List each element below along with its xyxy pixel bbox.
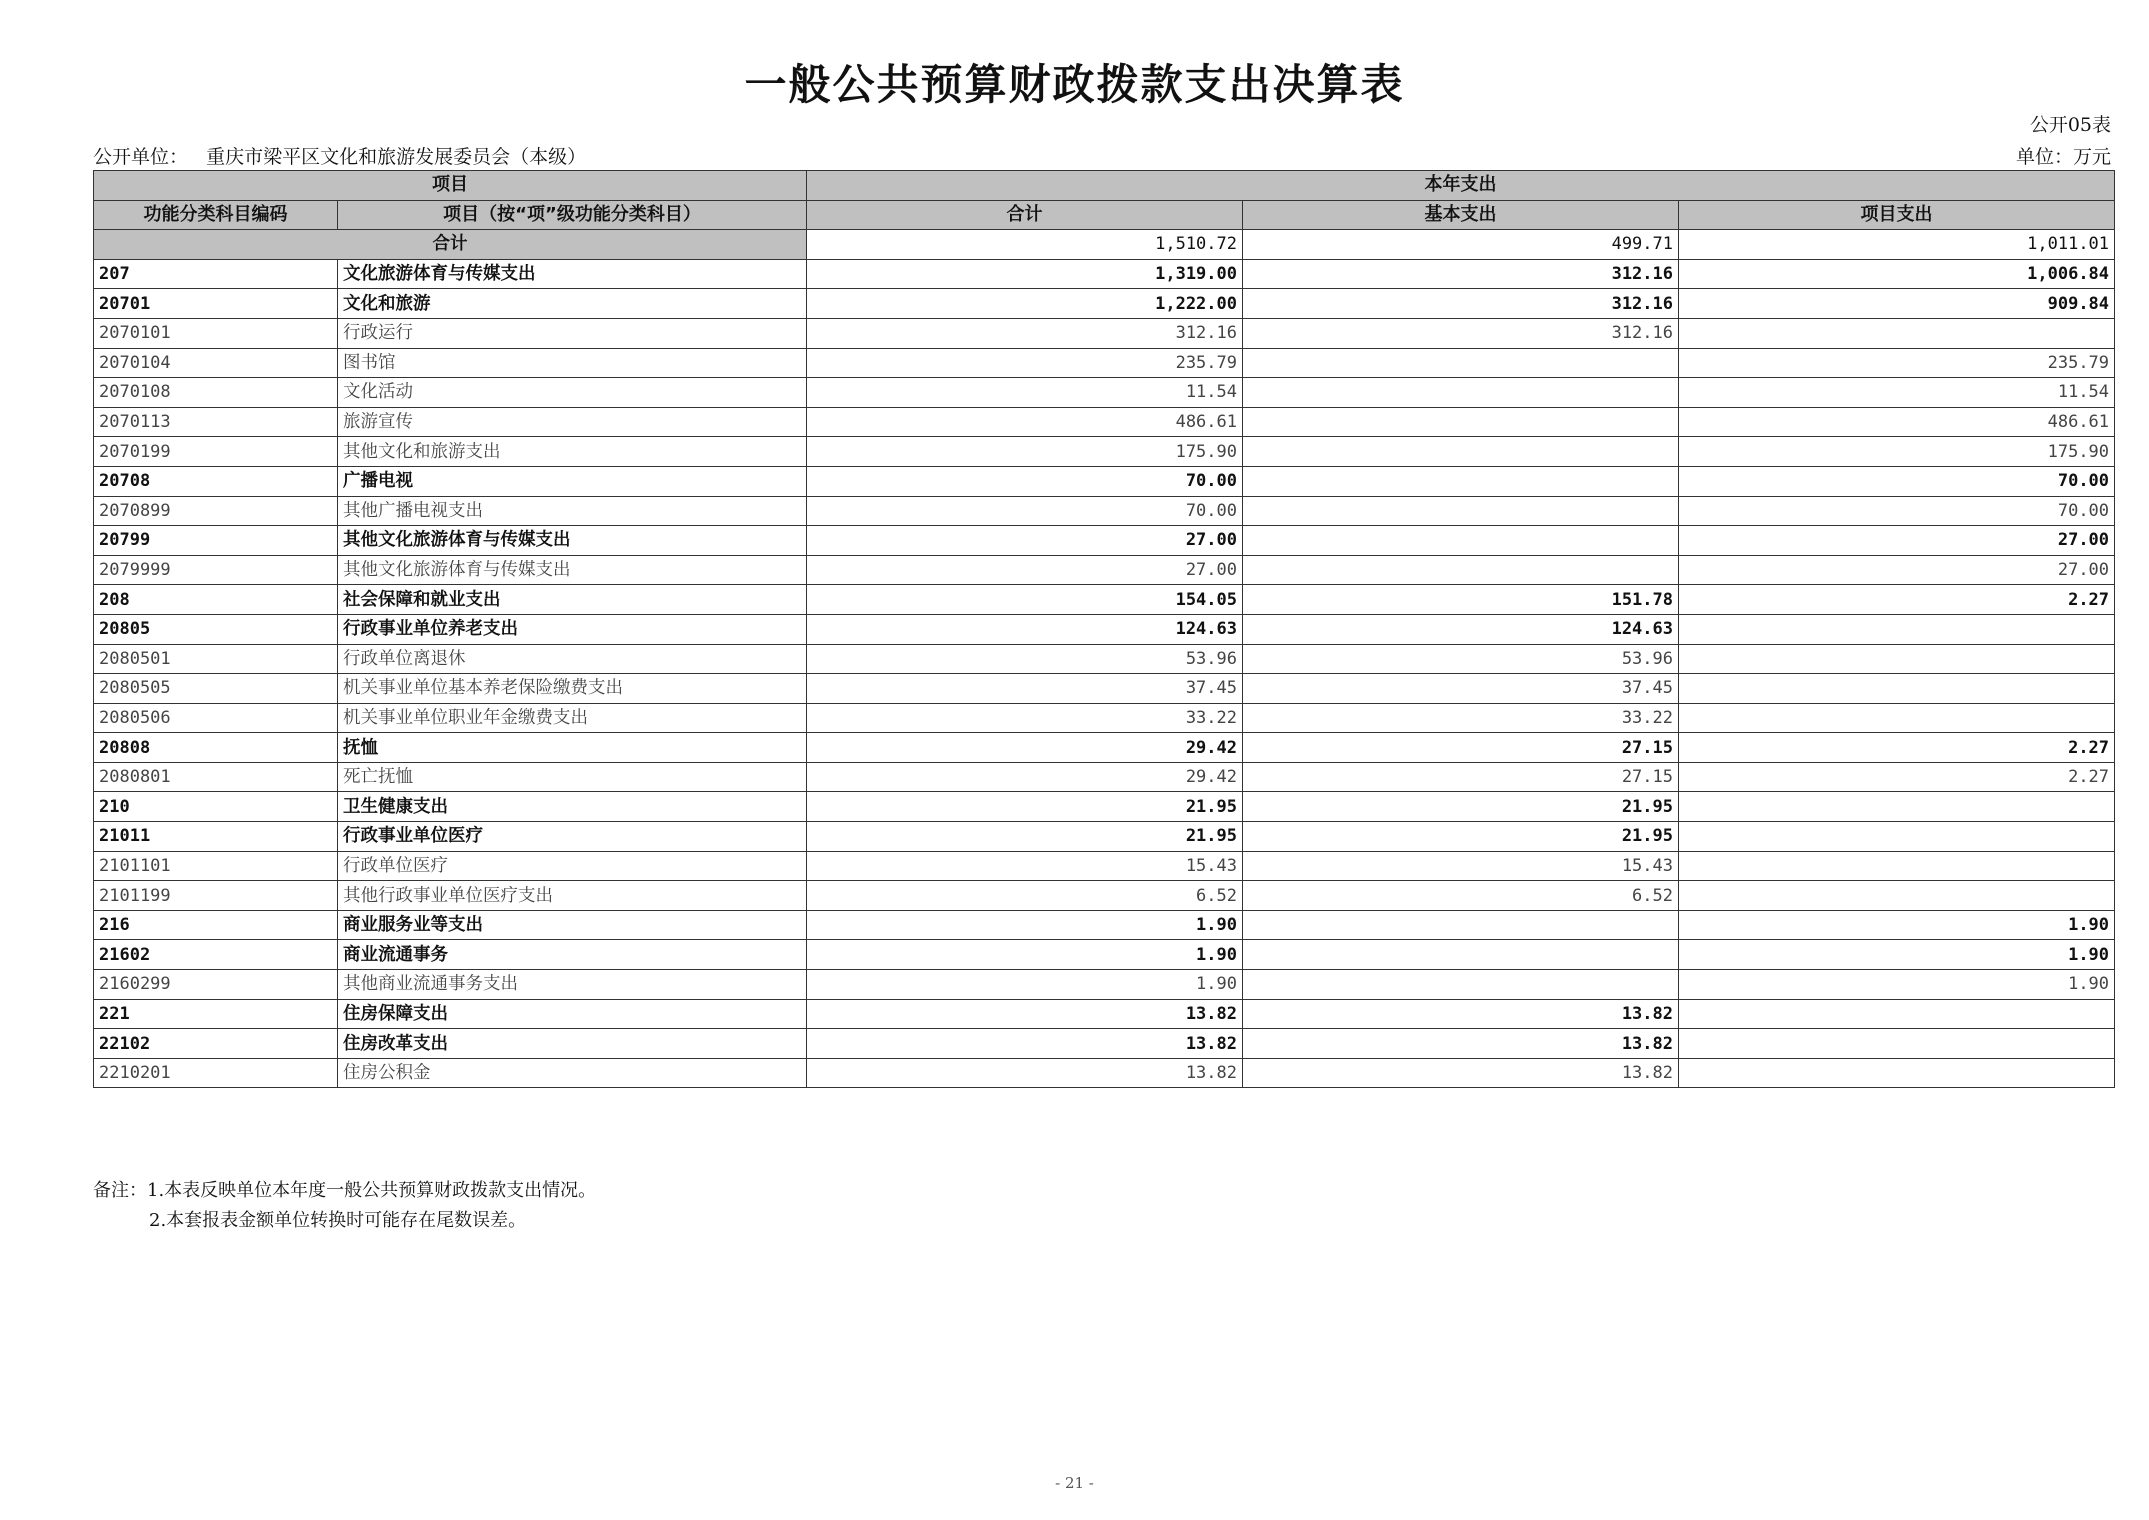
table-row	[94, 970, 2115, 1000]
total-row-basic: 499.71	[1243, 230, 1679, 260]
row-code: 2070899	[94, 496, 338, 526]
header-total: 合计	[807, 200, 1243, 230]
row-project: 27.00	[1679, 555, 2115, 585]
row-total: 154.05	[807, 585, 1243, 615]
table-row	[94, 259, 2115, 289]
table-row	[94, 822, 2115, 852]
table-row	[94, 940, 2115, 970]
row-basic: 312.16	[1243, 259, 1679, 289]
row-basic: 13.82	[1243, 1029, 1679, 1059]
row-name: 住房保障支出	[338, 999, 807, 1029]
row-name: 图书馆	[338, 348, 807, 378]
table-row	[94, 585, 2115, 615]
header-current-year: 本年支出	[807, 171, 2115, 201]
row-project	[1679, 792, 2115, 822]
row-code: 20799	[94, 526, 338, 556]
table-row	[94, 999, 2115, 1029]
row-basic	[1243, 407, 1679, 437]
row-total: 1,319.00	[807, 259, 1243, 289]
table-row	[94, 792, 2115, 822]
row-name: 行政事业单位养老支出	[338, 614, 807, 644]
table-row	[94, 881, 2115, 911]
table-row	[94, 644, 2115, 674]
row-total: 21.95	[807, 792, 1243, 822]
row-code: 2101101	[94, 851, 338, 881]
row-code: 20808	[94, 733, 338, 763]
row-basic: 312.16	[1243, 318, 1679, 348]
row-name: 文化和旅游	[338, 289, 807, 319]
row-basic: 151.78	[1243, 585, 1679, 615]
row-project	[1679, 1029, 2115, 1059]
table-row	[94, 289, 2115, 319]
row-total: 70.00	[807, 496, 1243, 526]
table-row	[94, 733, 2115, 763]
row-code: 2070101	[94, 318, 338, 348]
row-basic: 27.15	[1243, 733, 1679, 763]
row-project: 175.90	[1679, 437, 2115, 467]
row-name: 文化活动	[338, 378, 807, 408]
row-basic: 21.95	[1243, 792, 1679, 822]
row-name: 死亡抚恤	[338, 762, 807, 792]
row-code: 22102	[94, 1029, 338, 1059]
row-code: 216	[94, 910, 338, 940]
row-basic	[1243, 555, 1679, 585]
row-code: 20805	[94, 614, 338, 644]
table-row	[94, 526, 2115, 556]
row-code: 20701	[94, 289, 338, 319]
row-basic: 13.82	[1243, 999, 1679, 1029]
row-total: 175.90	[807, 437, 1243, 467]
row-basic	[1243, 378, 1679, 408]
row-name: 商业流通事务	[338, 940, 807, 970]
total-row-project: 1,011.01	[1679, 230, 2115, 260]
row-basic	[1243, 437, 1679, 467]
row-basic: 33.22	[1243, 703, 1679, 733]
header-project: 项目支出	[1679, 200, 2115, 230]
unit-label: 公开单位：	[93, 146, 189, 168]
row-basic: 21.95	[1243, 822, 1679, 852]
note-2: 2.本套报表金额单位转换时可能存在尾数误差。	[149, 1210, 527, 1231]
table-row	[94, 437, 2115, 467]
row-project: 1.90	[1679, 940, 2115, 970]
row-total: 27.00	[807, 526, 1243, 556]
unit-name: 重庆市梁平区文化和旅游发展委员会（本级）	[206, 146, 587, 168]
row-basic: 124.63	[1243, 614, 1679, 644]
table-row	[94, 496, 2115, 526]
row-name: 卫生健康支出	[338, 792, 807, 822]
row-project: 1,006.84	[1679, 259, 2115, 289]
table-row	[94, 348, 2115, 378]
row-code: 210	[94, 792, 338, 822]
row-basic	[1243, 940, 1679, 970]
row-name: 机关事业单位职业年金缴费支出	[338, 703, 807, 733]
row-total: 13.82	[807, 1058, 1243, 1088]
row-basic: 37.45	[1243, 674, 1679, 704]
row-total: 53.96	[807, 644, 1243, 674]
row-name: 文化旅游体育与传媒支出	[338, 259, 807, 289]
row-total: 235.79	[807, 348, 1243, 378]
row-project: 11.54	[1679, 378, 2115, 408]
row-basic	[1243, 496, 1679, 526]
row-code: 2070199	[94, 437, 338, 467]
row-name: 行政单位离退休	[338, 644, 807, 674]
row-basic: 13.82	[1243, 1058, 1679, 1088]
row-project	[1679, 851, 2115, 881]
table-row	[94, 1029, 2115, 1059]
table-row	[94, 407, 2115, 437]
page-title: 一般公共预算财政拨款支出决算表	[744, 60, 1405, 109]
row-name: 机关事业单位基本养老保险缴费支出	[338, 674, 807, 704]
row-total: 15.43	[807, 851, 1243, 881]
table-row	[94, 674, 2115, 704]
row-name: 其他广播电视支出	[338, 496, 807, 526]
row-total: 1.90	[807, 940, 1243, 970]
notes	[93, 1176, 596, 1236]
row-name: 其他行政事业单位医疗支出	[338, 881, 807, 911]
row-code: 2070104	[94, 348, 338, 378]
total-row-total: 1,510.72	[807, 230, 1243, 260]
row-code: 2101199	[94, 881, 338, 911]
total-row-label: 合计	[94, 230, 807, 260]
row-total: 486.61	[807, 407, 1243, 437]
row-code: 2080506	[94, 703, 338, 733]
row-name: 行政事业单位医疗	[338, 822, 807, 852]
currency-unit: 单位：万元	[2015, 146, 2111, 168]
row-code: 21602	[94, 940, 338, 970]
row-total: 13.82	[807, 999, 1243, 1029]
table-row	[94, 762, 2115, 792]
row-code: 208	[94, 585, 338, 615]
row-project	[1679, 674, 2115, 704]
expenditure-table	[93, 170, 2115, 1088]
row-name: 其他文化旅游体育与传媒支出	[338, 555, 807, 585]
row-project	[1679, 1058, 2115, 1088]
row-project: 70.00	[1679, 496, 2115, 526]
row-project: 27.00	[1679, 526, 2115, 556]
table-row	[94, 555, 2115, 585]
row-name: 广播电视	[338, 466, 807, 496]
row-basic	[1243, 970, 1679, 1000]
row-name: 其他文化旅游体育与传媒支出	[338, 526, 807, 556]
header-code: 功能分类科目编码	[94, 200, 338, 230]
row-project	[1679, 822, 2115, 852]
row-code: 2070108	[94, 378, 338, 408]
row-basic	[1243, 466, 1679, 496]
row-project: 1.90	[1679, 910, 2115, 940]
row-code: 21011	[94, 822, 338, 852]
row-project: 2.27	[1679, 585, 2115, 615]
row-code: 2079999	[94, 555, 338, 585]
table-row	[94, 466, 2115, 496]
row-name: 抚恤	[338, 733, 807, 763]
row-code: 2080801	[94, 762, 338, 792]
row-total: 21.95	[807, 822, 1243, 852]
table-row	[94, 851, 2115, 881]
table-row	[94, 318, 2115, 348]
row-project: 2.27	[1679, 762, 2115, 792]
row-name: 商业服务业等支出	[338, 910, 807, 940]
row-basic: 312.16	[1243, 289, 1679, 319]
row-code: 2080505	[94, 674, 338, 704]
row-total: 1.90	[807, 910, 1243, 940]
row-code: 2080501	[94, 644, 338, 674]
table-row	[94, 1058, 2115, 1088]
row-project	[1679, 644, 2115, 674]
row-basic: 15.43	[1243, 851, 1679, 881]
row-name: 旅游宣传	[338, 407, 807, 437]
row-total: 13.82	[807, 1029, 1243, 1059]
row-basic: 27.15	[1243, 762, 1679, 792]
row-project	[1679, 999, 2115, 1029]
row-project	[1679, 318, 2115, 348]
row-project: 70.00	[1679, 466, 2115, 496]
table-number: 公开05表	[2029, 114, 2111, 136]
row-name: 行政单位医疗	[338, 851, 807, 881]
row-code: 221	[94, 999, 338, 1029]
row-basic: 6.52	[1243, 881, 1679, 911]
row-project	[1679, 881, 2115, 911]
row-name: 行政运行	[338, 318, 807, 348]
row-total: 11.54	[807, 378, 1243, 408]
row-code: 2160299	[94, 970, 338, 1000]
row-basic	[1243, 348, 1679, 378]
row-project: 235.79	[1679, 348, 2115, 378]
row-total: 6.52	[807, 881, 1243, 911]
row-name: 住房改革支出	[338, 1029, 807, 1059]
row-project	[1679, 614, 2115, 644]
row-name: 其他文化和旅游支出	[338, 437, 807, 467]
row-total: 29.42	[807, 762, 1243, 792]
row-project: 2.27	[1679, 733, 2115, 763]
row-code: 20708	[94, 466, 338, 496]
row-code: 2210201	[94, 1058, 338, 1088]
table-row	[94, 378, 2115, 408]
row-basic	[1243, 526, 1679, 556]
row-total: 312.16	[807, 318, 1243, 348]
header-basic: 基本支出	[1243, 200, 1679, 230]
row-total: 29.42	[807, 733, 1243, 763]
row-total: 27.00	[807, 555, 1243, 585]
row-project: 909.84	[1679, 289, 2115, 319]
publishing-unit	[93, 142, 586, 169]
row-basic	[1243, 910, 1679, 940]
table-row	[94, 614, 2115, 644]
header-item: 项目	[94, 171, 807, 201]
note-1: 备注：1.本表反映单位本年度一般公共预算财政拨款支出情况。	[93, 1180, 597, 1201]
row-name: 社会保障和就业支出	[338, 585, 807, 615]
row-total: 33.22	[807, 703, 1243, 733]
row-project: 486.61	[1679, 407, 2115, 437]
table-row	[94, 703, 2115, 733]
table-row	[94, 910, 2115, 940]
row-name: 其他商业流通事务支出	[338, 970, 807, 1000]
row-basic: 53.96	[1243, 644, 1679, 674]
row-code: 2070113	[94, 407, 338, 437]
total-row	[94, 230, 2115, 260]
row-project	[1679, 703, 2115, 733]
row-total: 124.63	[807, 614, 1243, 644]
row-total: 1,222.00	[807, 289, 1243, 319]
row-project: 1.90	[1679, 970, 2115, 1000]
row-total: 1.90	[807, 970, 1243, 1000]
row-total: 70.00	[807, 466, 1243, 496]
row-total: 37.45	[807, 674, 1243, 704]
page-number: - 21 -	[1055, 1474, 1094, 1492]
header-name: 项目（按“项”级功能分类科目）	[338, 200, 807, 230]
row-name: 住房公积金	[338, 1058, 807, 1088]
row-code: 207	[94, 259, 338, 289]
